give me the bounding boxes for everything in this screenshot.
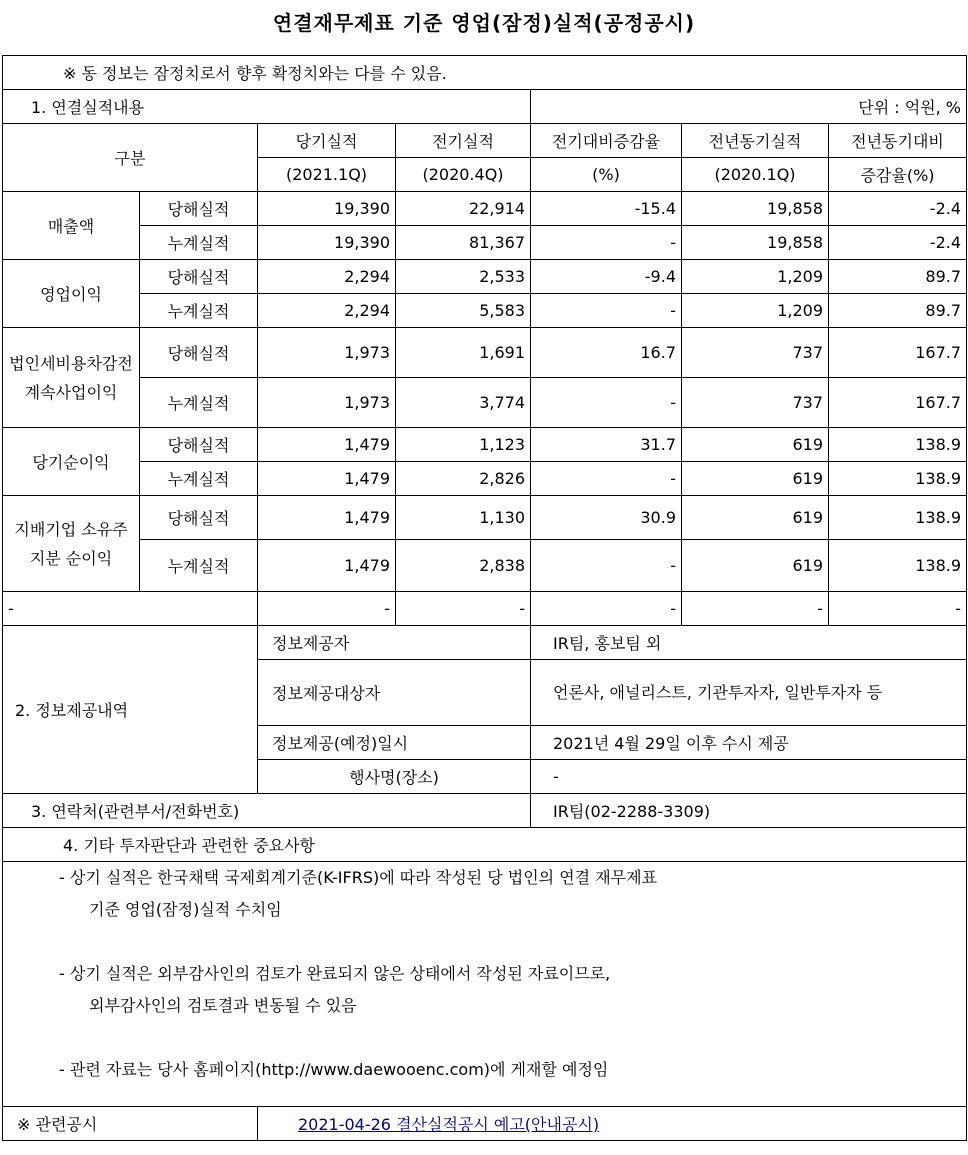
section1-row (3, 90, 967, 124)
note-spacer (3, 1022, 966, 1054)
cell-qoq: -15.4 (531, 192, 682, 226)
cell-current: - (258, 592, 396, 626)
header-qoq-unit: (%) (531, 158, 682, 192)
cell-yoy: 1,209 (682, 294, 829, 328)
provider-label: 정보제공자 (258, 626, 531, 660)
row-type: 당해실적 (140, 428, 258, 462)
note-2-line-2: 외부감사인의 검토결과 변동될 수 있음 (89, 996, 357, 1015)
cell-yoy: 1,209 (682, 260, 829, 294)
cell-qoq: 30.9 (531, 496, 682, 540)
notice-row (3, 56, 967, 90)
cell-yoy-rate: 138.9 (829, 540, 967, 592)
cell-yoy: 19,858 (682, 192, 829, 226)
cell-previous: 1,130 (396, 496, 531, 540)
row-category: 당기순이익 (3, 428, 140, 496)
header-row-1 (3, 124, 967, 158)
cell-current: 1,479 (258, 462, 396, 496)
cell-yoy-rate: -2.4 (829, 226, 967, 260)
row-type: 당해실적 (140, 260, 258, 294)
cell-yoy: 737 (682, 328, 829, 378)
table-row (3, 462, 967, 496)
cell-yoy-rate: -2.4 (829, 192, 967, 226)
cell-previous: 1,691 (396, 328, 531, 378)
cell-previous: 2,826 (396, 462, 531, 496)
notes-row (3, 862, 967, 1107)
row-type: 누계실적 (140, 462, 258, 496)
row-category: 지배기업 소유주지분 순이익 (3, 496, 140, 592)
cell-previous: 5,583 (396, 294, 531, 328)
note-3: - 관련 자료는 당사 홈페이지(http://www.daewooenc.com)에 게재할 예정임 (59, 1060, 609, 1079)
row-type: 누계실적 (140, 294, 258, 328)
section3-label: 3. 연락처(관련부서/전화번호) (3, 794, 531, 828)
cell-qoq: 31.7 (531, 428, 682, 462)
cell-yoy-rate: 138.9 (829, 462, 967, 496)
cell-yoy-rate: 167.7 (829, 328, 967, 378)
header-category: 구분 (3, 124, 258, 192)
cell-current: 19,390 (258, 226, 396, 260)
cell-previous: 3,774 (396, 378, 531, 428)
cell-qoq: - (531, 540, 682, 592)
row-category: 영업이익 (3, 260, 140, 328)
section2-label: 2. 정보제공내역 (3, 626, 258, 794)
event-label: 행사명(장소) (258, 760, 531, 794)
row-category: 매출액 (3, 192, 140, 260)
section1-label: 1. 연결실적내용 (3, 90, 531, 124)
cell-previous: 22,914 (396, 192, 531, 226)
header-yoy-result: 전년동기실적 (682, 124, 829, 158)
table-row (3, 328, 967, 378)
header-previous: 전기실적 (396, 124, 531, 158)
header-current: 당기실적 (258, 124, 396, 158)
info-row (3, 626, 967, 660)
table-row (3, 540, 967, 592)
target-label: 정보제공대상자 (258, 660, 531, 726)
cell-yoy-rate: 89.7 (829, 294, 967, 328)
row-type: 당해실적 (140, 192, 258, 226)
row-category: 법인세비용차감전계속사업이익 (3, 328, 140, 428)
cell-current: 1,479 (258, 540, 396, 592)
cell-qoq: - (531, 294, 682, 328)
target-value: 언론사, 애널리스트, 기관투자자, 일반투자자 등 (531, 660, 967, 726)
note-spacer (3, 926, 966, 958)
table-row (3, 496, 967, 540)
provider-value: IR팀, 홍보팀 외 (531, 626, 967, 660)
contact-value: IR팀(02-2288-3309) (531, 794, 967, 828)
page-title: 연결재무제표 기준 영업(잠정)실적(공정공시) (272, 11, 696, 35)
cell-yoy-rate: 167.7 (829, 378, 967, 428)
cell-current: 1,479 (258, 496, 396, 540)
dash-label: - (3, 592, 258, 626)
row-type: 당해실적 (140, 496, 258, 540)
cell-previous: 1,123 (396, 428, 531, 462)
header-previous-period: (2020.4Q) (396, 158, 531, 192)
cell-qoq: - (531, 462, 682, 496)
note-1-line-2: 기준 영업(잠정)실적 수치임 (89, 900, 282, 919)
table-row (3, 428, 967, 462)
cell-yoy: 19,858 (682, 226, 829, 260)
cell-qoq: -9.4 (531, 260, 682, 294)
disclosure-table (2, 55, 967, 1141)
cell-yoy-rate: 138.9 (829, 428, 967, 462)
header-yoy-rate: 전년동기대비 (829, 124, 967, 158)
row-type: 누계실적 (140, 378, 258, 428)
section4-row (3, 828, 967, 862)
cell-previous: 2,533 (396, 260, 531, 294)
notes-block (3, 862, 967, 1107)
cell-current: 1,973 (258, 328, 396, 378)
note-2-line-1: - 상기 실적은 외부감사인의 검토가 완료되지 않은 상태에서 작성된 자료이므로, (59, 964, 611, 983)
related-label: ※ 관련공시 (3, 1107, 258, 1141)
date-label: 정보제공(예정)일시 (258, 726, 531, 760)
header-current-period: (2021.1Q) (258, 158, 396, 192)
header-yoy-period: (2020.1Q) (682, 158, 829, 192)
section4-label: 4. 기타 투자판단과 관련한 중요사항 (3, 828, 967, 862)
cell-previous: 2,838 (396, 540, 531, 592)
cell-yoy: 619 (682, 496, 829, 540)
cell-current: 1,479 (258, 428, 396, 462)
cell-yoy: 737 (682, 378, 829, 428)
row-type: 누계실적 (140, 540, 258, 592)
cell-current: 19,390 (258, 192, 396, 226)
table-row (3, 378, 967, 428)
cell-previous: 81,367 (396, 226, 531, 260)
table-row (3, 592, 967, 626)
row-type: 누계실적 (140, 226, 258, 260)
cell-previous: - (396, 592, 531, 626)
cell-yoy: - (682, 592, 829, 626)
cell-qoq: - (531, 378, 682, 428)
table-row (3, 226, 967, 260)
header-yoy-rate-2: 증감율(%) (829, 158, 967, 192)
table-row (3, 192, 967, 226)
table-row (3, 294, 967, 328)
cell-yoy: 619 (682, 540, 829, 592)
cell-current: 2,294 (258, 260, 396, 294)
contact-row (3, 794, 967, 828)
unit-label: 단위 : 억원, % (531, 90, 967, 124)
table-row (3, 260, 967, 294)
cell-yoy-rate: - (829, 592, 967, 626)
related-row (3, 1107, 967, 1141)
cell-qoq: - (531, 592, 682, 626)
note-1-line-1: - 상기 실적은 한국채택 국제회계기준(K-IFRS)에 따라 작성된 당 법인의 연결 재무제표 (59, 868, 658, 887)
related-cell (258, 1107, 967, 1141)
row-type: 당해실적 (140, 328, 258, 378)
cell-yoy-rate: 89.7 (829, 260, 967, 294)
cell-yoy-rate: 138.9 (829, 496, 967, 540)
cell-current: 1,973 (258, 378, 396, 428)
cell-qoq: 16.7 (531, 328, 682, 378)
cell-qoq: - (531, 226, 682, 260)
date-value: 2021년 4월 29일 이후 수시 제공 (531, 726, 967, 760)
cell-yoy: 619 (682, 462, 829, 496)
header-qoq: 전기대비증감율 (531, 124, 682, 158)
event-value: - (531, 760, 967, 794)
cell-current: 2,294 (258, 294, 396, 328)
notice-text: ※ 동 정보는 잠정치로서 향후 확정치와는 다를 수 있음. (3, 56, 967, 90)
cell-yoy: 619 (682, 428, 829, 462)
related-disclosure-link[interactable]: 2021-04-26 결산실적공시 예고(안내공시) (298, 1115, 600, 1134)
